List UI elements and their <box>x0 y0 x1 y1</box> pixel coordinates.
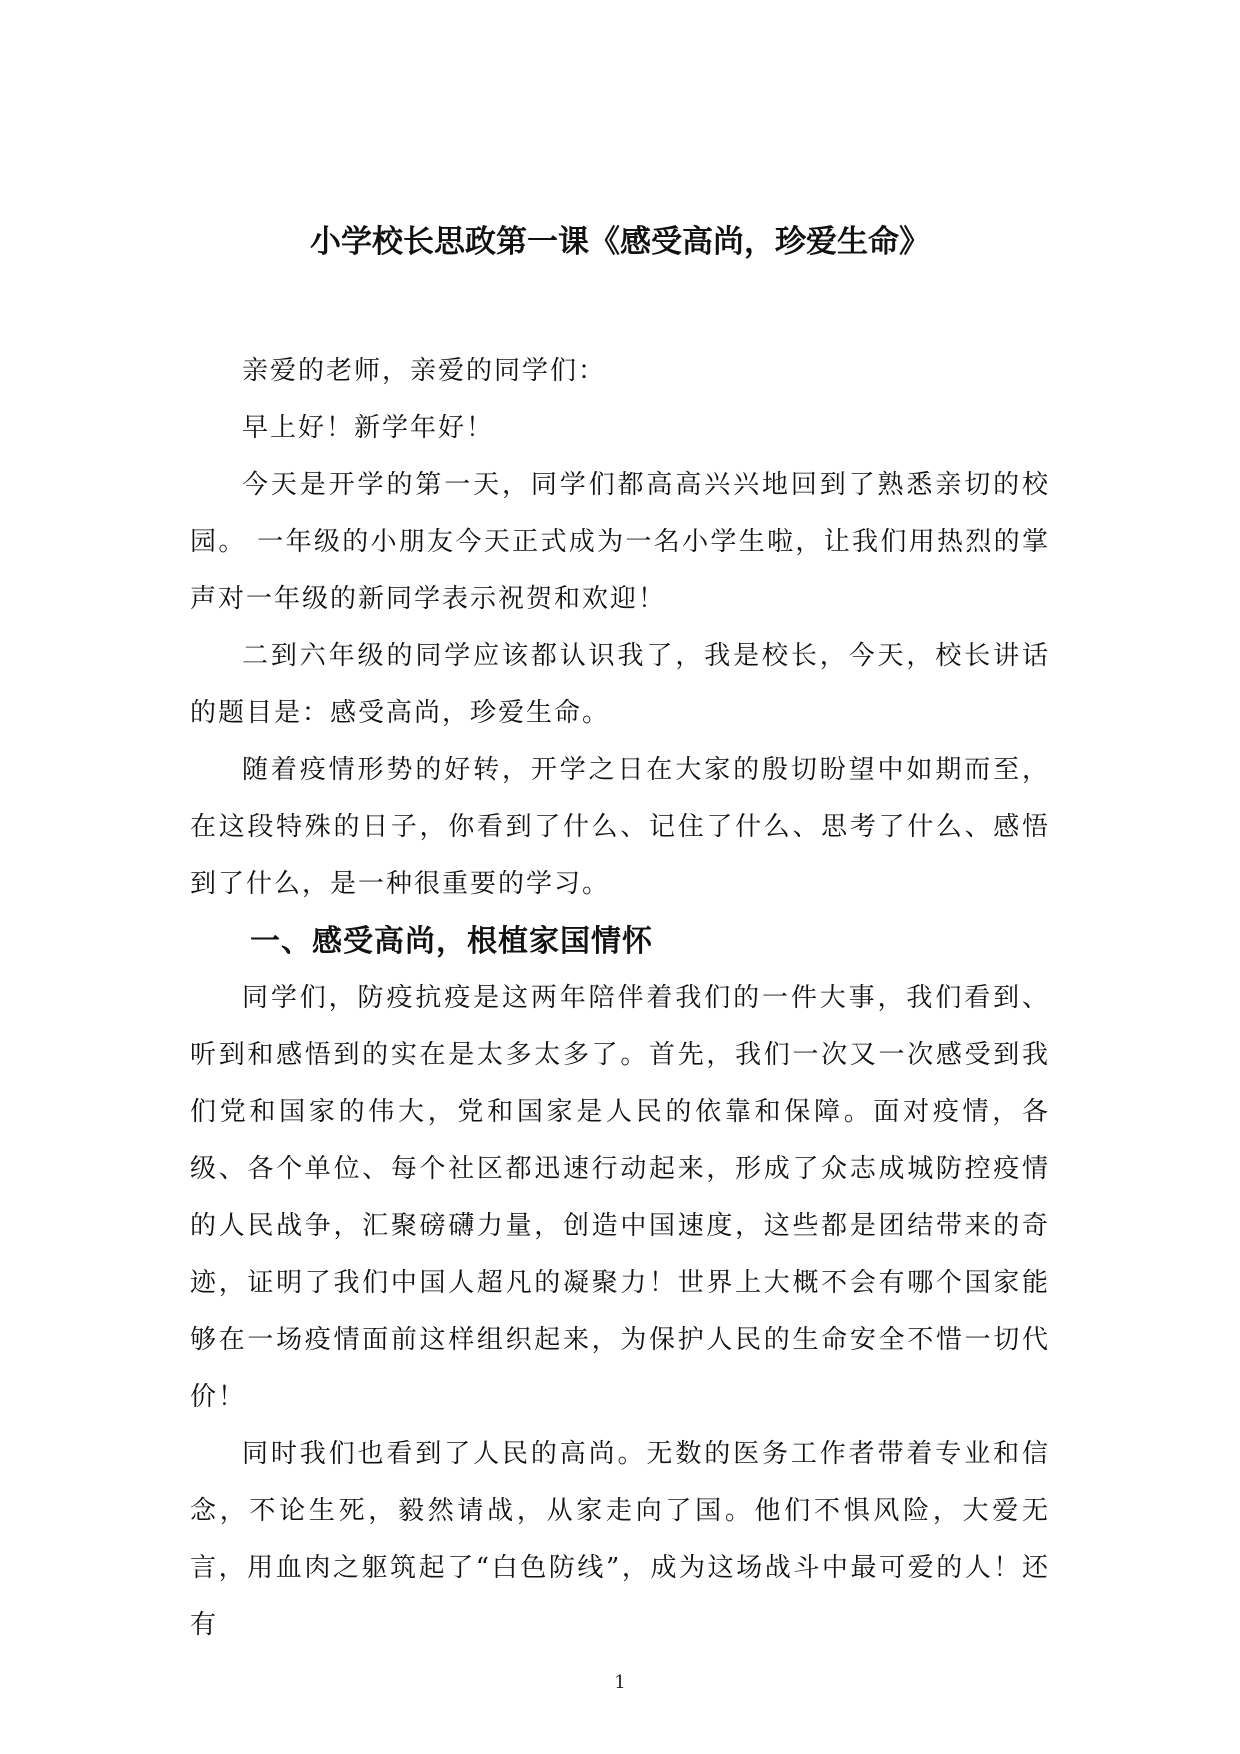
section-heading: 一、感受高尚，根植家国情怀 <box>250 924 653 959</box>
greeting-paragraph: 亲爱的老师，亲爱的同学们： <box>242 356 607 386</box>
opening-day-paragraph: 今天是开学的第一天，同学们都高高兴兴地回到了熟悉亲切的校园。 一年级的小朋友今天正式成为一名小学生啦，让我们用热烈的掌声对一年级的新同学表示祝贺和欢迎！ <box>190 470 1050 614</box>
page-number: 1 <box>614 1672 626 1693</box>
document-title: 小学校长思政第一课《感受高尚，珍爱生命》 <box>310 224 930 260</box>
speech-topic-paragraph: 二到六年级的同学应该都认识我了，我是校长，今天，校长讲话的题目是：感受高尚，珍爱生命。 <box>190 641 1050 728</box>
section-paragraph-2: 同时我们也看到了人民的高尚。无数的医务工作者带着专业和信念，不论生死，毅然请战，从家走向了国。他们不惧风险，大爱无言，用血肉之躯筑起了“白色防线”，成为这场战斗中最可爱的人！还有 <box>190 1439 1050 1640</box>
good-morning-paragraph: 早上好！新学年好！ <box>242 413 495 443</box>
document-body <box>190 343 1050 1654</box>
section-paragraph-1: 同学们，防疫抗疫是这两年陪伴着我们的一件大事，我们看到、听到和感悟到的实在是太多太多了。首先，我们一次又一次感受到我们党和国家的伟大，党和国家是人民的依靠和保障。面对疫情，各级、各个单位、每个社区都迅速行动起来，形成了众志成城防控疫情的人民战争，汇聚磅礴力量，创造中国速度，这些都是团结带来的奇迹，证明了我们中国人超凡的凝聚力！世界上大概不会有哪个国家能够在一场疫情面前这样组织起来，为保护人民的生命安全不惜一切代价！ <box>190 983 1050 1412</box>
epidemic-paragraph: 随着疫情形势的好转，开学之日在大家的殷切盼望中如期而至，在这段特殊的日子，你看到了什么、记住了什么、思考了什么、感悟到了什么，是一种很重要的学习。 <box>190 755 1050 899</box>
